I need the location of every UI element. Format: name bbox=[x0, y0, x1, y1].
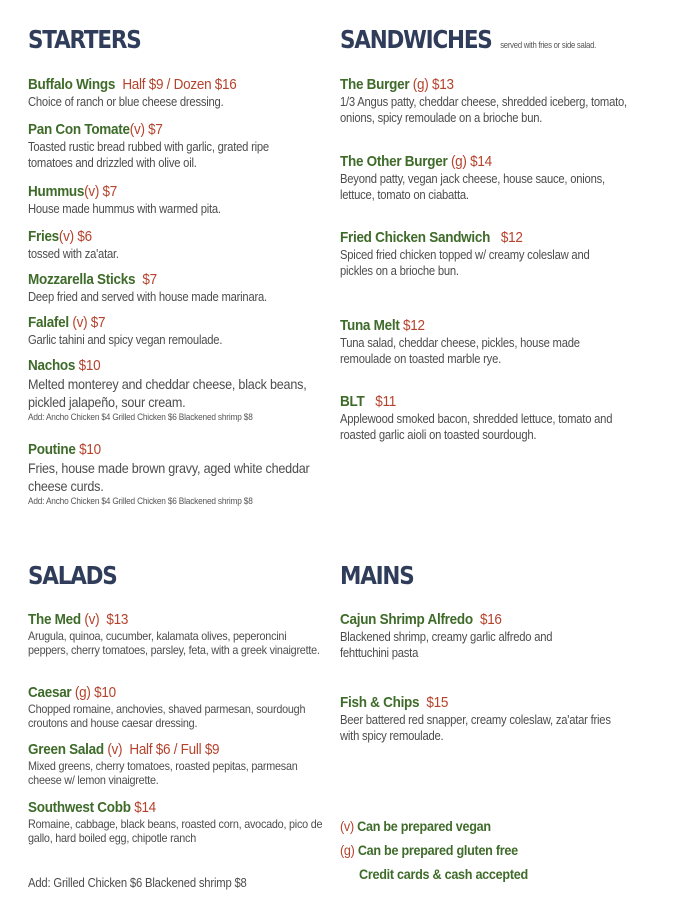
item-desc: Fries, house made brown gravy, aged white cheddar cheese curds. bbox=[28, 460, 310, 494]
item-tag: (v) bbox=[84, 183, 100, 200]
menu-item bbox=[28, 228, 338, 262]
item-name: Green Salad bbox=[28, 741, 104, 758]
item-name: Fries bbox=[28, 228, 59, 245]
item-price: Half $9 / Dozen $16 bbox=[122, 76, 237, 93]
item-price: $12 bbox=[500, 229, 523, 246]
item-price: $11 bbox=[375, 393, 396, 410]
item-desc: 1/3 Angus patty, cheddar cheese, shredded iceberg, tomato, onions, spicy remoulade on a brioche bun. bbox=[340, 95, 627, 125]
item-price: $7 bbox=[102, 183, 118, 200]
salads-addons: Add: Grilled Chicken $6 Blackened shrimp $8 bbox=[28, 876, 247, 890]
item-name: Cajun Shrimp Alfredo bbox=[340, 611, 473, 628]
item-name: The Burger bbox=[340, 76, 410, 93]
vegan-mark: (v) bbox=[340, 818, 354, 834]
item-desc: Spiced fried chicken topped w/ creamy coleslaw and pickles on a brioche bun. bbox=[340, 248, 590, 278]
item-price: $13 bbox=[106, 611, 129, 628]
item-name: Fish & Chips bbox=[340, 694, 420, 711]
item-price: $12 bbox=[403, 317, 425, 334]
item-desc: Beyond patty, vegan jack cheese, house sauce, onions, lettuce, tomato on ciabatta. bbox=[340, 172, 605, 202]
item-desc: Applewood smoked bacon, shredded lettuce, tomato and roasted garlic aioli on toasted sourdough. bbox=[340, 412, 613, 442]
vegan-text: Can be prepared vegan bbox=[357, 818, 491, 834]
menu-item bbox=[28, 76, 338, 110]
item-desc: Toasted rustic bread rubbed with garlic, grated ripe tomatoes and drizzled with olive oil. bbox=[28, 140, 269, 170]
menu-item bbox=[28, 271, 338, 305]
item-desc: Chopped romaine, anchovies, shaved parmesan, sourdough croutons and house caesar dressing. bbox=[28, 702, 306, 730]
menu-item bbox=[340, 694, 650, 744]
item-name: Buffalo Wings bbox=[28, 76, 116, 93]
menu-item bbox=[28, 314, 338, 348]
item-tag: (g) bbox=[74, 684, 91, 701]
item-desc: House made hummus with warmed pita. bbox=[28, 202, 221, 216]
item-desc: Garlic tahini and spicy vegan remoulade. bbox=[28, 333, 223, 347]
item-price: $13 bbox=[431, 76, 454, 93]
menu-item bbox=[28, 799, 338, 845]
item-price: $6 bbox=[77, 228, 92, 245]
item-tag: (v) bbox=[129, 121, 145, 138]
item-tag: (v) bbox=[84, 611, 100, 628]
menu-item bbox=[28, 684, 338, 730]
item-price: $7 bbox=[90, 314, 106, 331]
item-price: $16 bbox=[479, 611, 502, 628]
menu-item bbox=[28, 611, 338, 657]
item-price: Half $6 / Full $9 bbox=[129, 741, 220, 758]
menu-item bbox=[28, 183, 338, 217]
item-name: BLT bbox=[340, 393, 365, 410]
item-price: $15 bbox=[426, 694, 449, 711]
item-desc: tossed with za'atar. bbox=[28, 247, 119, 261]
item-name: Hummus bbox=[28, 183, 85, 200]
item-desc: Romaine, cabbage, black beans, roasted corn, avocado, pico de gallo, hard boiled egg, chipotle ranch bbox=[28, 817, 323, 845]
item-desc: Arugula, quinoa, cucumber, kalamata olives, peperoncini peppers, cherry tomatoes, parsley, feta, with a greek vinaigrette. bbox=[28, 629, 320, 657]
item-name: The Other Burger bbox=[340, 153, 448, 170]
item-addons: Add: Ancho Chicken $4 Grilled Chicken $6 Blackened shrimp $8 bbox=[28, 412, 253, 422]
item-price: $14 bbox=[470, 153, 492, 170]
item-price: $10 bbox=[78, 357, 101, 374]
item-tag: (g) bbox=[450, 153, 467, 170]
item-tag: (v) bbox=[72, 314, 88, 331]
item-desc: Choice of ranch or blue cheese dressing. bbox=[28, 95, 224, 109]
menu-item bbox=[340, 611, 650, 661]
item-name: Southwest Cobb bbox=[28, 799, 131, 816]
menu-item bbox=[28, 121, 338, 171]
starters-title: STARTERS bbox=[28, 25, 141, 54]
item-price: $10 bbox=[79, 441, 101, 458]
item-addons: Add: Ancho Chicken $4 Grilled Chicken $6 Blackened shrimp $8 bbox=[28, 496, 253, 506]
menu-item bbox=[340, 393, 650, 443]
item-desc: Beer battered red snapper, creamy coleslaw, za'atar fries with spicy remoulade. bbox=[340, 713, 611, 743]
item-tag: (v) bbox=[107, 741, 123, 758]
salads-title: SALADS bbox=[28, 561, 117, 590]
item-desc: Deep fried and served with house made marinara. bbox=[28, 290, 267, 304]
menu-item bbox=[340, 153, 650, 203]
item-name: The Med bbox=[28, 611, 81, 628]
legend-vegan bbox=[340, 817, 491, 835]
item-name: Tuna Melt bbox=[340, 317, 400, 334]
sandwiches-title bbox=[340, 27, 596, 52]
item-price: $7 bbox=[142, 271, 157, 288]
item-name: Falafel bbox=[28, 314, 69, 331]
menu-item bbox=[340, 76, 650, 126]
item-price: $10 bbox=[94, 684, 116, 701]
item-price: $14 bbox=[134, 799, 156, 816]
item-desc: Melted monterey and cheddar cheese, black beans, pickled jalapeño, sour cream. bbox=[28, 376, 307, 410]
item-price: $7 bbox=[148, 121, 163, 138]
payment-note: Credit cards & cash accepted bbox=[359, 866, 528, 882]
legend-gluten-free bbox=[340, 841, 518, 859]
item-desc: Mixed greens, cherry tomatoes, roasted pepitas, parmesan cheese w/ lemon vinaigrette. bbox=[28, 759, 298, 787]
item-tag: (g) bbox=[412, 76, 429, 93]
item-name: Pan Con Tomate bbox=[28, 121, 130, 138]
mains-title: MAINS bbox=[340, 561, 414, 590]
item-desc: Tuna salad, cheddar cheese, pickles, house made remoulade on toasted marble rye. bbox=[340, 336, 580, 366]
menu-item bbox=[28, 441, 338, 507]
sandwiches-title-text: SANDWICHES bbox=[340, 25, 492, 54]
gf-mark: (g) bbox=[340, 842, 355, 858]
item-name: Fried Chicken Sandwich bbox=[340, 229, 491, 246]
item-name: Nachos bbox=[28, 357, 76, 374]
sandwiches-note: served with fries or side salad. bbox=[500, 40, 597, 50]
item-desc: Blackened shrimp, creamy garlic alfredo and fehttuchini pasta bbox=[340, 630, 553, 660]
menu-item bbox=[28, 741, 338, 787]
item-tag: (v) bbox=[58, 228, 74, 245]
menu-item bbox=[340, 317, 650, 367]
item-name: Mozzarella Sticks bbox=[28, 271, 136, 288]
item-name: Caesar bbox=[28, 684, 72, 701]
item-name: Poutine bbox=[28, 441, 76, 458]
menu-item bbox=[340, 229, 650, 279]
menu-item bbox=[28, 357, 338, 423]
gf-text: Can be prepared gluten free bbox=[357, 842, 518, 858]
